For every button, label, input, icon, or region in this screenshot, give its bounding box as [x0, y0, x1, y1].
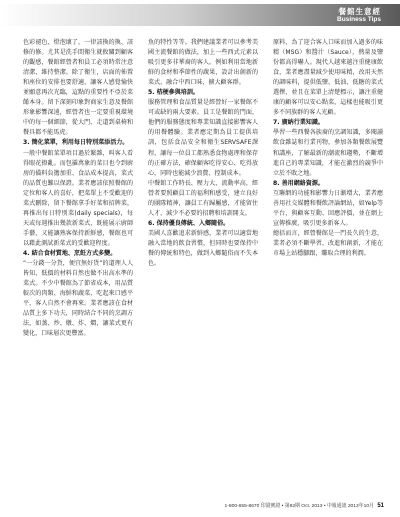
page-number: 51: [377, 503, 384, 509]
section-subtitle: Business Tips: [337, 16, 381, 23]
page-footer: [165, 502, 384, 509]
body-paragraph: 總括而言，經營餐館是一門長久的生意，業者必須不斷學習、改進和創新，才能在市場上站穩腳跟，賺取合理的利潤。: [273, 229, 383, 257]
body-paragraph: “一分錢一分貨，便宜無好貨”的道理人人皆知，低價的材料自然也做不出高水準的菜式。不少中餐館為了節省成本，用品質較次的肉類、海鮮和蔬菜，吃起來口感平平，客人自然不會再來。業者應該在食材品質上多下功夫，同時結合不同的烹調方法，如蒸、炒、燉、炸、燜，讓菜式更有變化，口味層次更豐富。: [23, 260, 133, 338]
section-heading: 5. 桔梗參與培訓。: [148, 89, 199, 97]
column-2: [148, 38, 258, 269]
section-heading: 3. 簡化菜單，利用每日特別菜添活力。: [23, 139, 129, 147]
section-heading: 4. 結合食材質地、烹飪方式多變。: [23, 249, 117, 257]
body-paragraph: 色彩褪色、燈泡壞了，一律該換的換、該修的修。尤其是洗手間衛生就攸關到顧客的觀感，餐館經營者和員工必須時常注意清潔、維持整潔。除了衛生，店面的佈置和座位的安排也要舒適，讓客人感覺愉快並願意再次光臨，這點的重要性不亞於菜餚本身。留下深刻印象對商家生意及餐館形象影響深遠，經營者也一定要重視環境中的每一個細節，從大門、走道到桌椅和餐具都不能馬虎。: [23, 39, 133, 137]
column-1: [23, 38, 133, 339]
body-paragraph: 一般中餐館菜單項目過於繁雜，叫客人看得眼花撩亂。而包羅萬象的菜目也令到廚房的備料負擔加重、食品成本提高，菜式的品質也難以保證。業者應該依照餐館的定位和客人的喜好，把菜單上不受歡迎的菜式刪除，留下餐館拿手好菜和招牌菜，再推出每日特別菜(daily specials)，每天或每週推出幾款新菜式，既能展示廚師手藝，又能讓熟客保持新鮮感，餐館也可以藉此測試新菜式的受歡迎程度。: [23, 149, 133, 247]
section-title: 餐館生意經: [338, 7, 381, 16]
body-paragraph: 服務管理和食品質量是經營好一家餐館不可或缺的兩大要素。員工是餐館的門面，他們的服務態度和專業知識直接影響客人的用餐體驗。業者應定期為員工提供培訓，包括食品安全和衛生SERVSAFE課程，讓每一位員工都熟悉食物處理和保存的正確方法，確保顧客吃得安心、吃得放心，同時也能減少浪費、控制成本。: [148, 99, 258, 177]
body-paragraph: 中餐館工作時長、壓力大、流動率高，經營者要照顧員工的福利和感受，建立良好的團隊精神，讓員工有歸屬感，才能留住人才，減少不必要的招聘和培訓開支。: [148, 179, 258, 217]
body-paragraph: 魚的特性等等。我們建議業者可以參考美國主流餐館的做法，加上一些西式元素以吸引更多非華裔的客人。例如利用當地新鮮的食材和季節性的蔬果，設計出創新的菜式，融合中西口味，擴大顧客群。: [148, 39, 258, 87]
section-heading: 6. 保持優良傳統、入鄉隨俗。: [148, 219, 230, 227]
column-3: [273, 38, 383, 259]
footer-text: 1-800-655-8670 印證實證 • 第82期 Oct. 2013 • 中報通訊 2013年10月: [224, 504, 374, 509]
body-paragraph: 原料，為了迎合客人口味而加入過多的味精（MSG）和醬汁（Sauce），熱量及鹽份都高得嚇人。現代人越來越注重健康飲食，業者應盡量減少使用味精，改用天然的調味料，提供低鹽、低油、低糖的菜式選擇，並且在菜單上清楚標示，讓注重健康的顧客可以安心點菜，這樣也能吸引更多不同族群的客人光顧。: [273, 39, 383, 117]
body-paragraph: 學習一些西餐各族裔的烹調知識，多閱讀飲食雜誌和行業刊物，參加各類餐飲展覽和講座，了解最新的潮流和趨勢，不斷增進自己的專業知識，才能在激烈的競爭中立於不敗之地。: [273, 129, 383, 177]
body-paragraph: 互聯網的功能和影響力日漸增大，業者應善用社交媒體和餐飲評論網站，如Yelp等平台，與顧客互動、回應評價，並在網上宣傳推廣，吸引更多新客人。: [273, 189, 383, 227]
section-heading: 8. 善用網絡資源。: [273, 179, 324, 187]
section-heading: 7. 廣納行業知識。: [273, 119, 324, 127]
body-paragraph: 美國人喜歡追求新鮮感，業者可以適當地融入當地的飲食習慣，但同時也要保持中餐的傳統和特色，做到入鄉隨俗而不失本色。: [148, 229, 258, 268]
